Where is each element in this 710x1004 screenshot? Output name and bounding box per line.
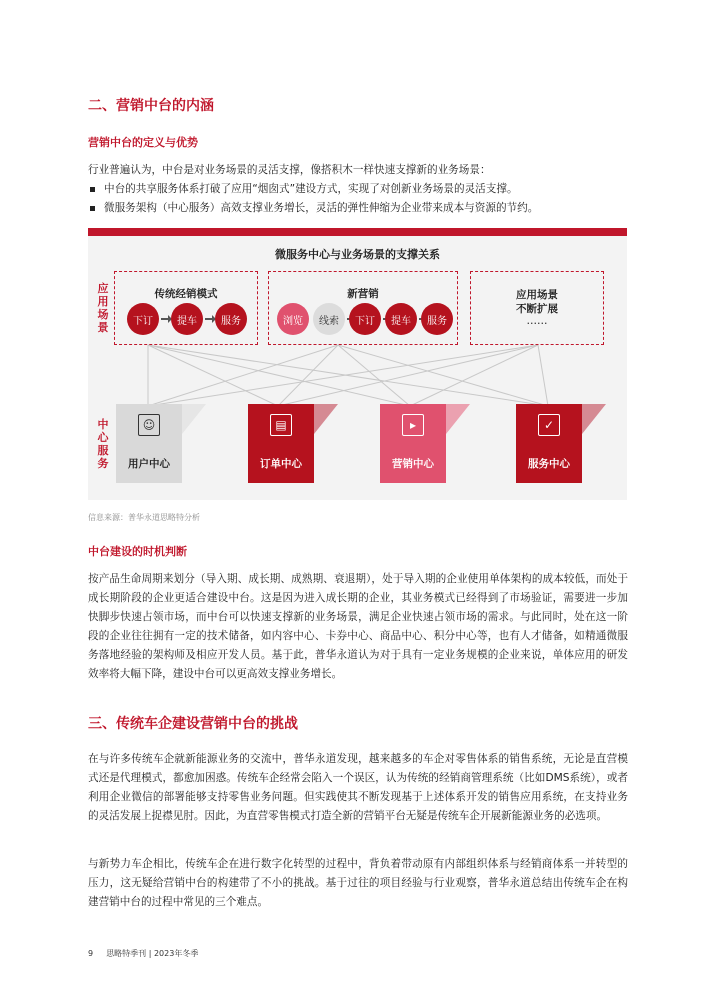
page-number: 9 xyxy=(88,949,94,958)
source-note: 信息来源：普华永道思略特分析 xyxy=(88,513,200,522)
scene-line1: 应用场景 xyxy=(516,289,558,301)
box-title: 新营销 xyxy=(347,288,379,300)
service-service-center: ✓ 服务中心 xyxy=(516,404,582,483)
flow-node-service: 服务 xyxy=(215,303,247,335)
cart-icon: ▤ xyxy=(270,414,292,436)
megaphone-icon: ▸ xyxy=(402,414,424,436)
arrow-icon xyxy=(161,318,169,320)
service-user-center: ☺ 用户中心 xyxy=(116,404,182,483)
service-icon: ✓ xyxy=(538,414,560,436)
service-decoration xyxy=(582,404,606,434)
service-order-center: ▤ 订单中心 xyxy=(248,404,314,483)
flow-node-lead: 线索 xyxy=(313,303,345,335)
box-title: 传统经销模式 xyxy=(154,288,218,300)
flow-node-pickup: 提车 xyxy=(385,303,417,335)
flow-node-pickup: 提车 xyxy=(171,303,203,335)
bullet-item: 微服务架构（中心服务）高效支撑业务增长，灵活的弹性伸缩为企业带来成本与资源的节约。 xyxy=(88,199,628,218)
intro-text: 行业普遍认为，中台是对业务场景的灵活支撑，像搭积木一样快速支撑新的业务场景： xyxy=(88,164,491,176)
intro-paragraph xyxy=(88,161,628,218)
scene-line3: …… xyxy=(526,315,548,327)
scene-expand-box xyxy=(470,271,604,345)
page-footer xyxy=(88,948,198,959)
flow-node-order: 下订 xyxy=(349,303,381,335)
publication-name: 思略特季刊 | 2023年冬季 xyxy=(106,949,199,958)
service-marketing-center: ▸ 营销中心 xyxy=(380,404,446,483)
service-decoration xyxy=(446,404,470,434)
challenge-paragraph-1: 在与许多传统车企就新能源业务的交流中，普华永道发现，越来越多的车企对零售体系的销售系统，无论是直营模式还是代理模式，都愈加困惑。传统车企经常会陷入一个误区，认为传统的经销商管理系统（比如DMS系统），或者利用企业微信的部署能够支持零售业务问题。但实践使其不断发现基于上述体系开发的销售应用系统，在支持业务的灵活发展上捉襟见肘。因此，为直营零售模式打造全新的营销平台无疑是传统车企开展新能源业务的必选项。 xyxy=(88,753,628,822)
subheading-definition: 营销中台的定义与优势 xyxy=(88,136,198,149)
section-heading-3: 三、传统车企建设营销中台的挑战 xyxy=(88,716,298,732)
subheading-timing: 中台建设的时机判断 xyxy=(88,545,187,558)
service-decoration xyxy=(314,404,338,434)
new-marketing-box xyxy=(268,271,458,345)
scene-line2: 不断扩展 xyxy=(516,303,558,315)
scene-vertical-label: 应用场景 xyxy=(97,282,109,334)
flow-node-browse: 浏览 xyxy=(277,303,309,335)
user-icon: ☺ xyxy=(138,414,160,436)
timing-paragraph: 按产品生命周期来划分（导入期、成长期、成熟期、衰退期），处于导入期的企业使用单体架构的成本较低，而处于成长期阶段的企业更适合建设中台。这是因为进入成长期的企业，其业务模式已经得到了市场验证，需要进一步加快脚步快速占领市场，而中台可以快速支撑新的业务场景，满足企业快速占领市场的需求。与此同时，处在这一阶段的企业往往拥有一定的技术储备，如内容中心、卡券中心、商品中心、积分中心等，也有人才储备，如精通微服务落地经验的架构师及相应开发人员。基于此，普华永道认为对于具有一定业务规模的企业来说，单体应用的研发效率将大幅下降，建设中台可以更高效支撑业务增长。 xyxy=(88,573,628,680)
traditional-dealer-box xyxy=(114,271,258,345)
arrow-icon xyxy=(205,318,213,320)
section-heading-2: 二、营销中台的内涵 xyxy=(88,98,214,114)
challenge-paragraph-2: 与新势力车企相比，传统车企在进行数字化转型的过程中，背负着带动原有内部组织体系与经销商体系一并转型的压力，这无疑给营销中台的构建带了不小的挑战。基于过往的项目经验与行业观察，普华永道总结出传统车企在构建营销中台的过程中常见的三个难点。 xyxy=(88,858,628,908)
bullet-square-icon xyxy=(90,206,95,211)
center-vertical-label: 中心服务 xyxy=(97,418,109,470)
bullet-item: 中台的共享服务体系打破了应用“烟囱式”建设方式，实现了对创新业务场景的灵活支撑。 xyxy=(88,180,628,199)
service-decoration xyxy=(182,404,206,434)
flow-node-order: 下订 xyxy=(127,303,159,335)
flow-node-service: 服务 xyxy=(421,303,453,335)
support-diagram xyxy=(88,228,627,500)
diagram-title: 微服务中心与业务场景的支撑关系 xyxy=(275,248,440,261)
bullet-square-icon xyxy=(90,187,95,192)
